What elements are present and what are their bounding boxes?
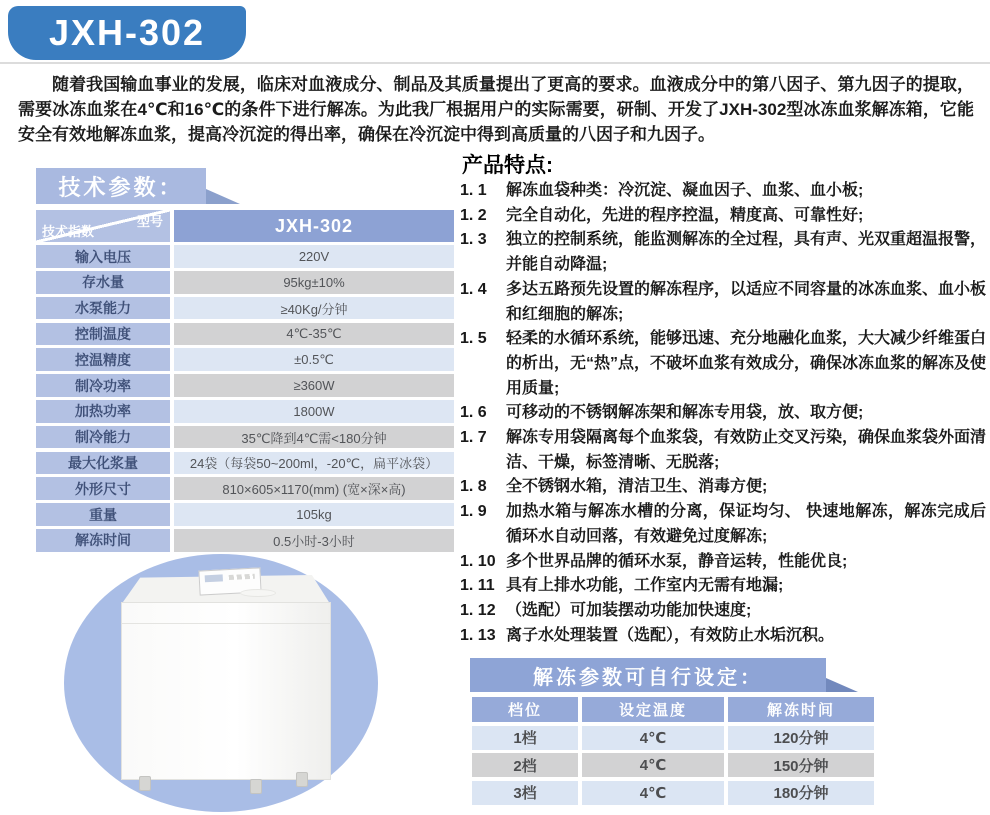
table-row <box>36 271 454 294</box>
spec-label: 加热功率 <box>36 400 170 423</box>
list-item <box>460 599 986 624</box>
feature-text: 独立的控制系统，能监测解冻的全过程，具有声、光双重超温报警，并能自动降温; <box>506 231 987 274</box>
spec-value: 95kg±10% <box>174 271 454 294</box>
table-row <box>36 400 454 423</box>
table-row <box>36 297 454 320</box>
spec-label: 控制温度 <box>36 323 170 346</box>
tech-table-body <box>36 245 454 551</box>
feature-number: 1. 12 <box>460 601 496 619</box>
spec-value: 810×605×1170(mm) (宽×深×高) <box>174 477 454 500</box>
header-divider <box>0 62 990 64</box>
table-row <box>36 503 454 526</box>
cell-time: 150分钟 <box>728 753 874 777</box>
feature-text: 可移动的不锈钢解冻架和解冻专用袋，放、取方便; <box>506 404 864 422</box>
feature-text: 具有上排水功能，工作室内无需有地漏; <box>506 577 784 595</box>
table-row <box>472 753 874 777</box>
spec-label: 外形尺寸 <box>36 477 170 500</box>
caster-wheel <box>139 776 151 791</box>
list-item <box>460 500 986 549</box>
ribbon-fold <box>206 189 240 204</box>
table-row <box>36 323 454 346</box>
ribbon-fold <box>826 678 858 692</box>
list-item <box>460 278 986 327</box>
table-row <box>36 245 454 268</box>
list-item <box>460 204 986 229</box>
feature-text: 多达五路预先设置的解冻程序，以适应不同容量的冰冻血浆、血小板和红细胞的解冻; <box>506 280 987 323</box>
list-item <box>460 401 986 426</box>
spec-value: 24袋（每袋50~200ml，-20℃，扁平冰袋） <box>174 452 454 475</box>
features-list <box>460 179 986 648</box>
feature-number: 1. 10 <box>460 552 496 570</box>
feature-text: 全不锈钢水箱，清洁卫生、消毒方便; <box>506 478 768 496</box>
feature-number: 1. 1 <box>460 182 487 199</box>
list-item <box>460 327 986 401</box>
column-header: 解冻时间 <box>728 697 874 722</box>
cell-gear: 1档 <box>472 726 578 750</box>
feature-text: 完全自动化，先进的程序控温，精度高、可靠性好; <box>506 206 864 224</box>
list-item <box>460 228 986 277</box>
spec-value: 35℃降到4℃需<180分钟 <box>174 426 454 449</box>
table-row <box>36 452 454 475</box>
feature-text: 加热水箱与解冻水槽的分离，保证均匀、 快速地解冻，解冻完成后循环水自动回落，有效避免过度解冻; <box>506 503 986 545</box>
spec-label: 解冻时间 <box>36 529 170 552</box>
thaw-settings-ribbon-label: 解冻参数可自行设定： <box>533 666 763 689</box>
spec-value: 4℃-35℃ <box>174 323 454 346</box>
caster-wheel <box>250 779 262 794</box>
table-row <box>36 477 454 500</box>
intro-paragraph: 随着我国输血事业的发展，临床对血液成分、制品及其质量提出了更高的要求。血液成分中的第八因子、第九因子的提取，需要冰冻血浆在4℃和16℃的条件下进行解冻。为此我厂根据用户的实际需要，研制、开发了JXH-302型冰冻血浆解冻箱，它能安全有效地解冻血浆，提高冷沉淀的得出率，确保在冷沉淀中得到高质量的八因子和九因子。 <box>18 75 974 144</box>
column-header: 设定温度 <box>582 697 724 722</box>
feature-text: 解冻血袋种类：冷沉淀、凝血因子、血浆、血小板; <box>506 182 864 199</box>
feature-number: 1. 13 <box>460 626 496 644</box>
model-banner: JXH-302 <box>8 6 246 60</box>
tech-params-ribbon-label: 技术参数： <box>58 174 184 200</box>
feature-number: 1. 11 <box>460 577 495 595</box>
feature-number: 1. 2 <box>460 206 487 224</box>
freezer-lid-seam <box>122 623 330 624</box>
spec-label: 水泵能力 <box>36 297 170 320</box>
feature-number: 1. 9 <box>460 503 487 521</box>
table-row <box>36 529 454 552</box>
thaw-table-header <box>472 697 874 722</box>
freezer-front-face <box>121 602 331 780</box>
table-row <box>36 348 454 371</box>
table-row <box>36 426 454 449</box>
table-row <box>472 781 874 805</box>
thaw-table-body <box>472 726 874 805</box>
spec-value: 220V <box>174 245 454 268</box>
feature-text: 多个世界品牌的循环水泵，静音运转，性能优良; <box>506 552 848 570</box>
spec-label: 控温精度 <box>36 348 170 371</box>
list-item <box>460 179 986 204</box>
feature-text: 离子水处理装置（选配），有效防止水垢沉积。 <box>506 626 835 644</box>
freezer-lid-handle <box>240 589 276 597</box>
feature-number: 1. 6 <box>460 404 487 422</box>
spec-value: ±0.5℃ <box>174 348 454 371</box>
feature-number: 1. 7 <box>460 429 487 447</box>
features-title: 产品特点: <box>462 154 553 177</box>
tech-params-ribbon <box>36 168 206 204</box>
cell-temperature: 4℃ <box>582 753 724 777</box>
tech-table-header <box>36 210 454 242</box>
spec-value: 1800W <box>174 400 454 423</box>
spec-label: 输入电压 <box>36 245 170 268</box>
list-item <box>460 426 986 475</box>
spec-value: 105kg <box>174 503 454 526</box>
cell-gear: 3档 <box>472 781 578 805</box>
table-row <box>472 726 874 750</box>
cell-temperature: 4℃ <box>582 781 724 805</box>
cell-gear: 2档 <box>472 753 578 777</box>
spec-value: ≥40Kg/分钟 <box>174 297 454 320</box>
cell-time: 120分钟 <box>728 726 874 750</box>
cell-temperature: 4℃ <box>582 726 724 750</box>
spec-label: 最大化浆量 <box>36 452 170 475</box>
cell-time: 180分钟 <box>728 781 874 805</box>
model-header-cell: JXH-302 <box>174 210 454 242</box>
table-row <box>36 374 454 397</box>
corner-model-label: 型号 <box>136 214 163 229</box>
list-item <box>460 574 986 599</box>
feature-number: 1. 5 <box>460 330 487 348</box>
thaw-settings-table <box>472 697 874 805</box>
spec-label: 制冷能力 <box>36 426 170 449</box>
list-item <box>460 475 986 500</box>
feature-text: 解冻专用袋隔离每个血浆袋，有效防止交叉污染，确保血浆袋外面清洁、干燥，标签清晰、无脱落; <box>506 429 987 471</box>
spec-label: 制冷功率 <box>36 374 170 397</box>
spec-label: 存水量 <box>36 271 170 294</box>
feature-text: 轻柔的水循环系统，能够迅速、充分地融化血浆，大大减少纤维蛋白的析出，无“热”点，不破坏血浆有效成分，确保冰冻血浆的解冻及使用质量; <box>506 330 987 397</box>
thaw-settings-ribbon <box>470 658 826 692</box>
list-item <box>460 550 986 575</box>
tech-params-table <box>36 210 454 552</box>
list-item <box>460 624 986 649</box>
spec-label: 重量 <box>36 503 170 526</box>
corner-index-label: 技术指数 <box>42 224 95 239</box>
spec-value: 0.5小时-3小时 <box>174 529 454 552</box>
panel-keys <box>229 574 255 580</box>
feature-number: 1. 3 <box>460 231 487 249</box>
diagonal-corner-cell <box>36 210 170 242</box>
column-header: 档位 <box>472 697 578 722</box>
feature-number: 1. 4 <box>460 280 487 298</box>
spec-value: ≥360W <box>174 374 454 397</box>
feature-text: （选配）可加装摆动功能加快速度; <box>506 601 752 619</box>
caster-wheel <box>296 772 308 787</box>
panel-display <box>205 574 223 582</box>
feature-number: 1. 8 <box>460 478 487 496</box>
